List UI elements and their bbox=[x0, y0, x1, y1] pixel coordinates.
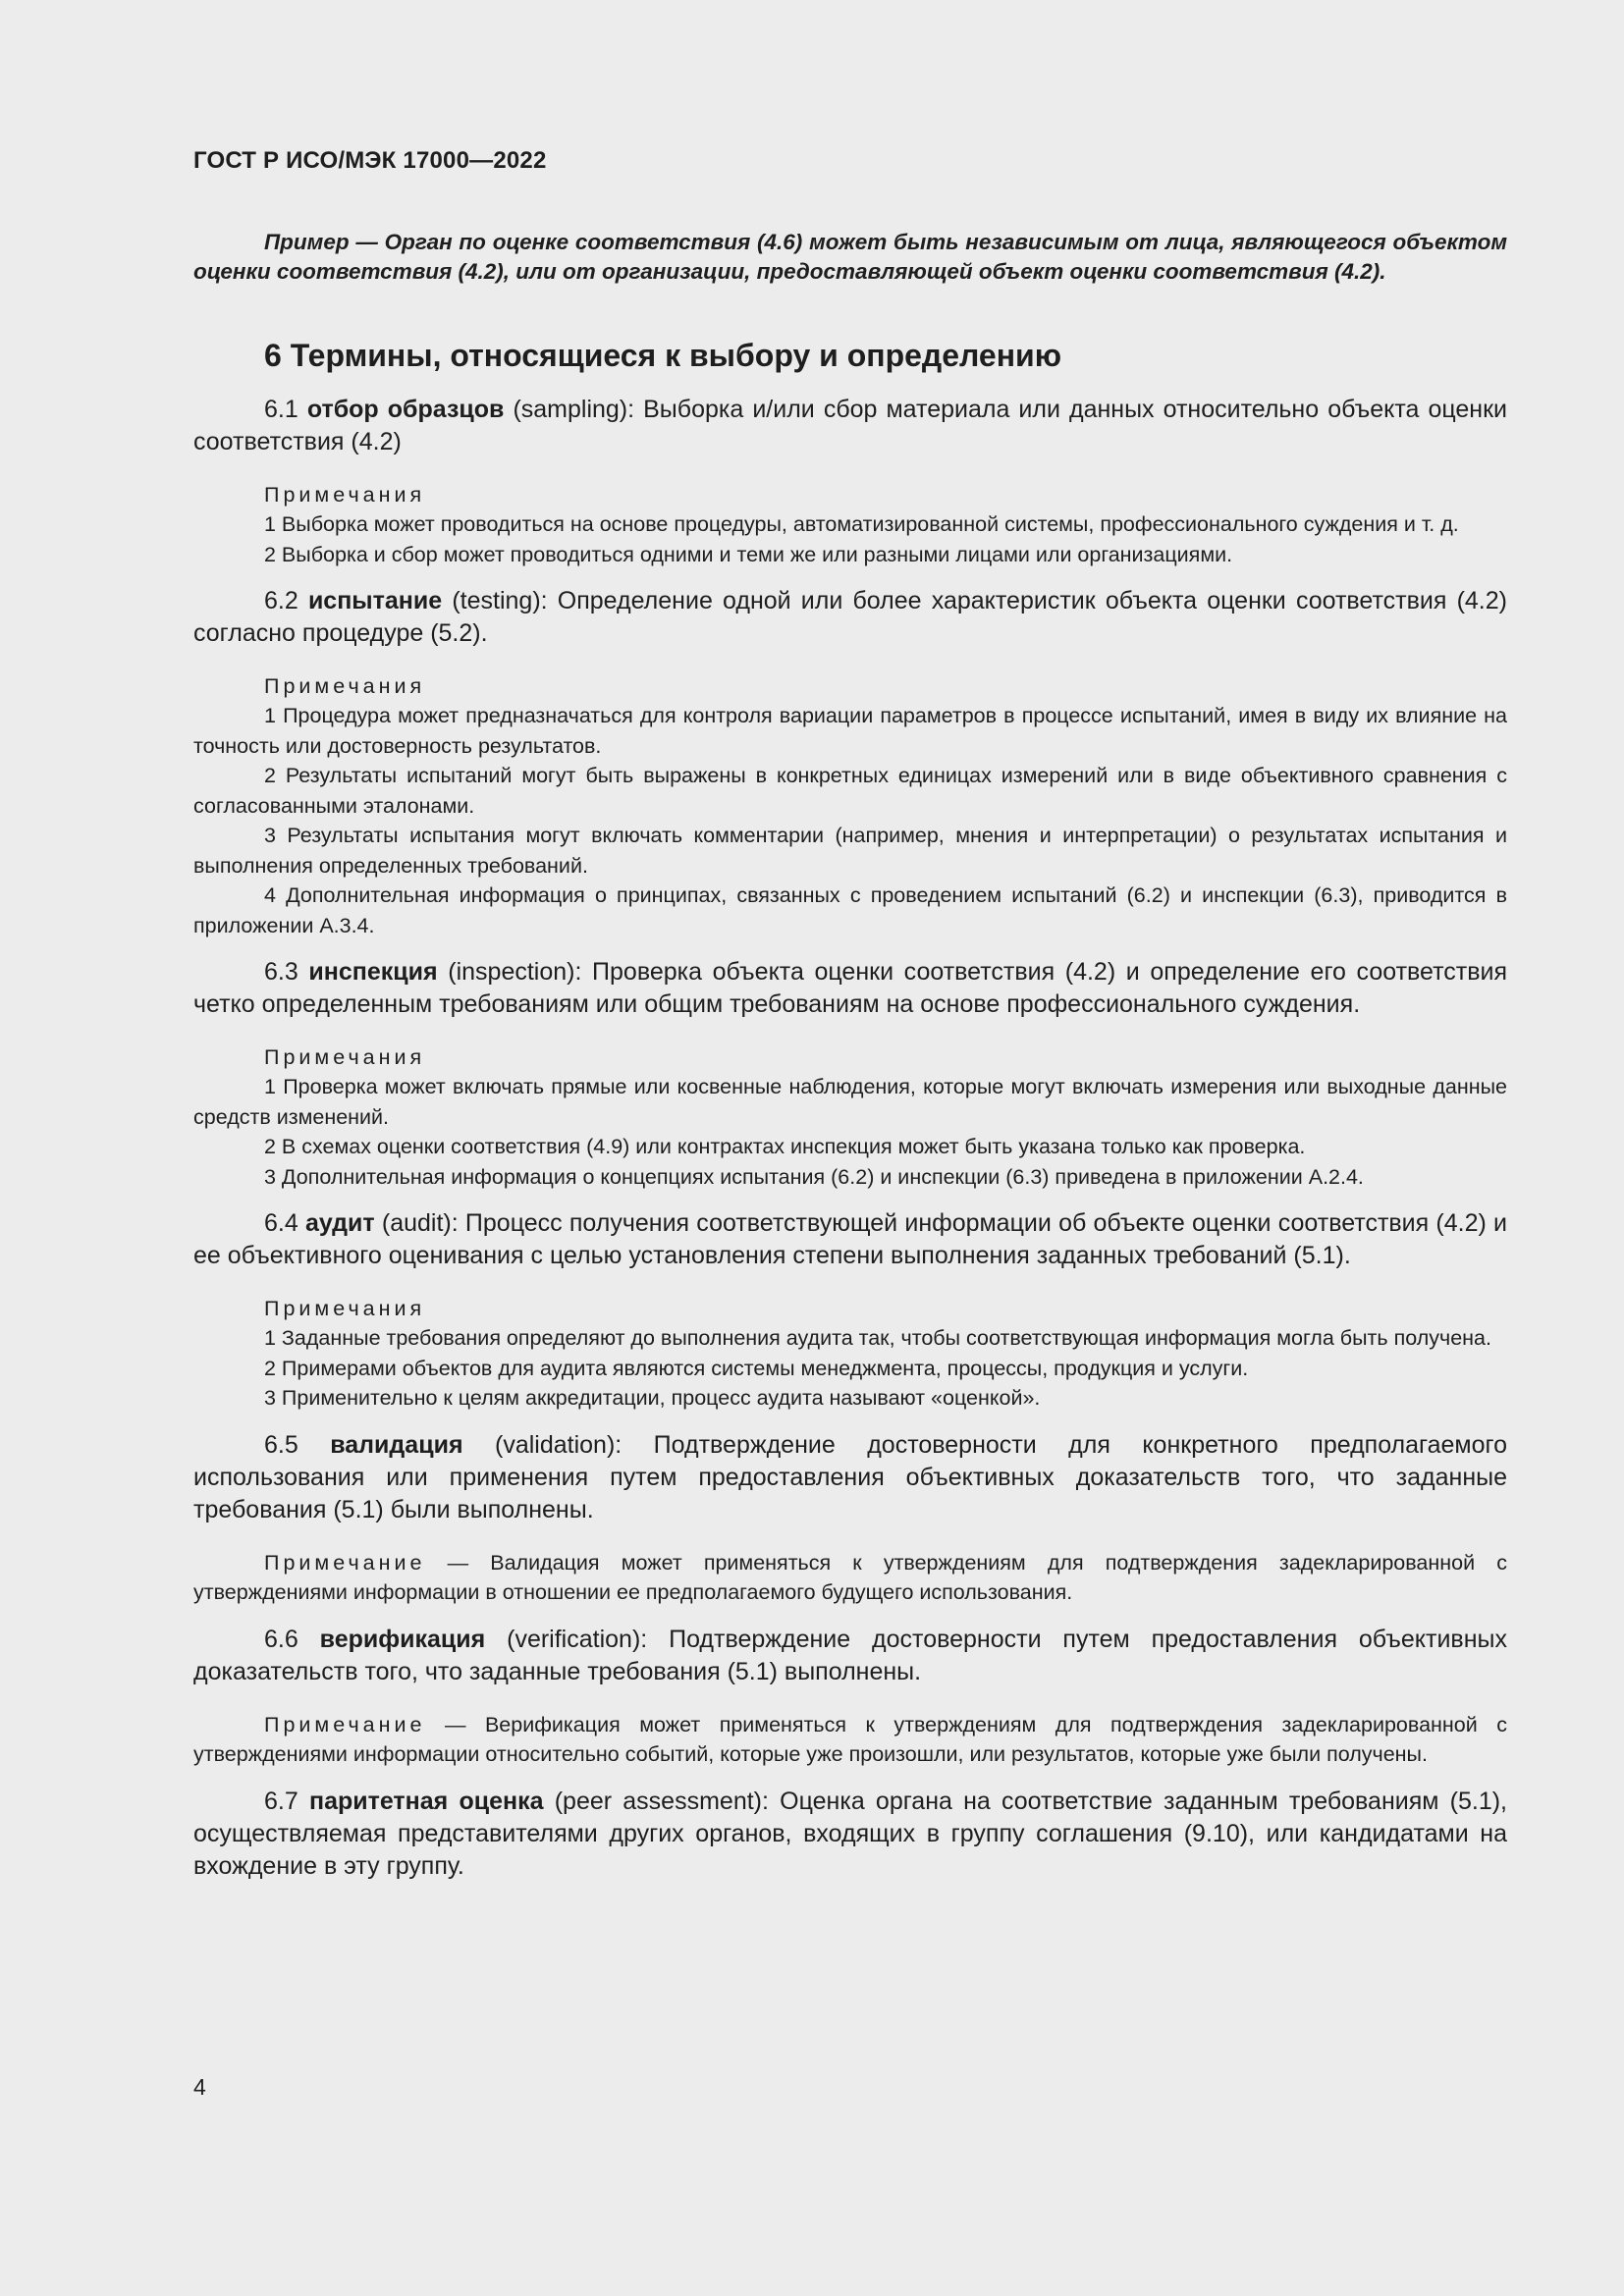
notes-heading: Примечания bbox=[264, 483, 426, 507]
notes-heading: Примечания bbox=[264, 1297, 426, 1320]
note: 1 Проверка может включать прямые или косвенные наблюдения, которые могут включать измерения или выходные данные средств изменений. bbox=[193, 1075, 1507, 1129]
term-6-2 bbox=[193, 585, 1507, 650]
document-header: ГОСТ Р ИСО/МЭК 17000—2022 bbox=[193, 147, 547, 174]
term-definition: (sampling): Выборка и/или сбор материала или данных относительно объекта оценки соответствия (4.2) bbox=[193, 396, 1508, 455]
note: 2 Результаты испытаний могут быть выражены в конкретных единицах измерений или в виде объективного сравнения с согласованными эталонами. bbox=[193, 764, 1507, 818]
term-number: 6.4 bbox=[264, 1209, 298, 1237]
note-label: Примечание bbox=[264, 1712, 426, 1736]
note-text: — Верификация может применяться к утверждениям для подтверждения задекларированной с утверждениями информации относительно событий, которые уже произошли, или результатов, которые уже были получены. bbox=[193, 1712, 1507, 1766]
note: 1 Процедура может предназначаться для контроля вариации параметров в процессе испытаний, имея в виду их влияние на точность или достоверность результатов. bbox=[193, 704, 1507, 758]
term-6-3 bbox=[193, 956, 1507, 1021]
note bbox=[193, 1710, 1507, 1770]
note: 2 Примерами объектов для аудита являются системы менеджмента, процессы, продукция и услуги. bbox=[264, 1356, 1249, 1380]
term-6-4 bbox=[193, 1207, 1507, 1272]
term-name: верификация bbox=[319, 1625, 486, 1653]
term-name: аудит bbox=[305, 1209, 375, 1237]
page-content bbox=[193, 147, 1507, 1883]
term-6-7 bbox=[193, 1786, 1507, 1883]
term-number: 6.6 bbox=[264, 1625, 298, 1653]
term-definition: (testing): Определение одной или более характеристик объекта оценки соответствия (4.2) согласно процедуре (5.2). bbox=[193, 587, 1507, 647]
notes-heading: Примечания bbox=[264, 674, 426, 698]
term-definition: (audit): Процесс получения соответствующей информации об объекте оценки соответствия (4.2) и ее объективного оценивания с целью установления степени выполнения заданных требований (5.1). bbox=[193, 1209, 1508, 1269]
term-name: испытание bbox=[307, 587, 443, 614]
term-number: 6.2 bbox=[264, 587, 298, 614]
notes-heading: Примечания bbox=[264, 1045, 426, 1069]
page-number: 4 bbox=[193, 2074, 206, 2100]
term-definition: (inspection): Проверка объекта оценки соответствия (4.2) и определение его соответствия четко определенным требованиям или общим требованиям на основе профессионального суждения. bbox=[193, 958, 1508, 1018]
term-definition: (validation): Подтверждение достоверности для конкретного предполагаемого использования или применения путем предоставления объективных доказательств того, что заданные требования (5.1) были выполнены. bbox=[193, 1430, 1507, 1523]
example-paragraph: Пример — Орган по оценке соответствия (4.6) может быть независимым от лица, являющегося объектом оценки соответствия (4.2), или от организации, предоставляющей объект оценки соответствия (4.2). bbox=[193, 230, 1507, 284]
term-name: отбор образцов bbox=[306, 396, 505, 423]
term-number: 6.5 bbox=[264, 1430, 298, 1459]
note bbox=[193, 1548, 1507, 1608]
note-label: Примечание bbox=[264, 1550, 426, 1575]
term-6-5 bbox=[193, 1429, 1507, 1526]
note: 2 Выборка и сбор может проводиться одними и теми же или разными лицами или организациями. bbox=[264, 542, 1233, 566]
note: 2 В схемах оценки соответствия (4.9) или контрактах инспекция может быть указана только как проверка. bbox=[264, 1135, 1306, 1158]
term-name: инспекция bbox=[308, 958, 438, 986]
note: 1 Выборка может проводиться на основе процедуры, автоматизированной системы, профессионального суждения и т. д. bbox=[264, 512, 1459, 536]
term-number: 6.7 bbox=[264, 1787, 298, 1815]
term-6-6 bbox=[193, 1624, 1507, 1688]
term-number: 6.1 bbox=[264, 396, 298, 423]
note: 4 Дополнительная информация о принципах, связанных с проведением испытаний (6.2) и инспекции (6.3), приводится в приложении А.3.4. bbox=[193, 883, 1507, 937]
term-name: паритетная оценка bbox=[308, 1787, 544, 1815]
note-text: — Валидация может применяться к утверждениям для подтверждения задекларированной с утверждениями информации в отношении ее предполагаемого будущего использования. bbox=[193, 1550, 1507, 1604]
section-title: 6 Термины, относящиеся к выбору и определению bbox=[264, 338, 1062, 373]
term-name: валидация bbox=[330, 1430, 463, 1459]
note: 3 Результаты испытания могут включать комментарии (например, мнения и интерпретации) о результатах испытания и выполнения определенных требований. bbox=[193, 824, 1507, 878]
term-definition: (peer assessment): Оценка органа на соответствие заданным требованиям (5.1), осуществляемая представителями других органов, входящих в группу соглашения (9.10), или кандидатами на вхождение в эту группу. bbox=[193, 1787, 1507, 1880]
term-6-1 bbox=[193, 394, 1507, 458]
note: 1 Заданные требования определяют до выполнения аудита так, чтобы соответствующая информация могла быть получена. bbox=[264, 1326, 1491, 1350]
note: 3 Применительно к целям аккредитации, процесс аудита называют «оценкой». bbox=[264, 1386, 1041, 1410]
term-definition: (verification): Подтверждение достоверности путем предоставления объективных доказательств того, что заданные требования (5.1) выполнены. bbox=[193, 1625, 1507, 1685]
term-number: 6.3 bbox=[264, 958, 298, 986]
note: 3 Дополнительная информация о концепциях испытания (6.2) и инспекции (6.3) приведена в приложении А.2.4. bbox=[264, 1164, 1364, 1189]
